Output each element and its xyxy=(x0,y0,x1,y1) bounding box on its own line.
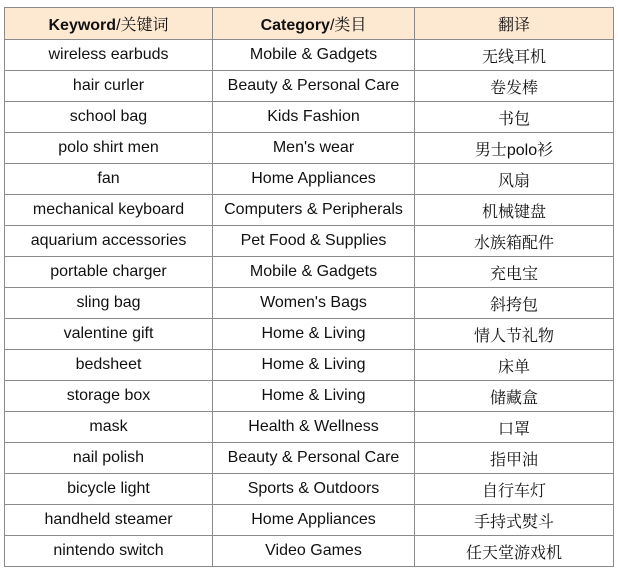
header-category xyxy=(213,8,415,40)
keyword-cell: aquarium accessories xyxy=(5,226,213,257)
translation-cell: 机械键盘 xyxy=(415,195,614,226)
header-translation-label: 翻译 xyxy=(497,17,530,34)
keyword-cell: portable charger xyxy=(5,257,213,288)
keyword-cell: hair curler xyxy=(5,71,213,102)
translation-cell: 床单 xyxy=(415,350,614,381)
category-cell: Pet Food & Supplies xyxy=(213,226,415,257)
category-cell: Beauty & Personal Care xyxy=(213,71,415,102)
category-cell: Women's Bags xyxy=(213,288,415,319)
table-row xyxy=(5,195,614,226)
table-row xyxy=(5,505,614,536)
category-cell: Video Games xyxy=(213,536,415,567)
translation-cell: 无线耳机 xyxy=(415,40,614,71)
table-header xyxy=(5,8,614,40)
header-translation xyxy=(415,8,614,40)
category-cell: Health & Wellness xyxy=(213,412,415,443)
category-cell: Mobile & Gadgets xyxy=(213,40,415,71)
translation-cell: 储藏盒 xyxy=(415,381,614,412)
category-cell: Home & Living xyxy=(213,350,415,381)
table-row xyxy=(5,257,614,288)
table-row xyxy=(5,319,614,350)
keyword-cell: wireless earbuds xyxy=(5,40,213,71)
category-cell: Home & Living xyxy=(213,381,415,412)
translation-cell: 风扇 xyxy=(415,164,614,195)
translation-cell: 书包 xyxy=(415,102,614,133)
table-row xyxy=(5,71,614,102)
translation-cell: 男士polo衫 xyxy=(415,133,614,164)
header-keyword xyxy=(5,8,213,40)
translation-cell: 手持式熨斗 xyxy=(415,505,614,536)
table-body xyxy=(5,40,614,567)
table-row xyxy=(5,164,614,195)
table-row xyxy=(5,381,614,412)
table-row xyxy=(5,102,614,133)
keyword-cell: bicycle light xyxy=(5,474,213,505)
category-cell: Home Appliances xyxy=(213,164,415,195)
category-cell: Sports & Outdoors xyxy=(213,474,415,505)
translation-cell: 充电宝 xyxy=(415,257,614,288)
keyword-cell: nintendo switch xyxy=(5,536,213,567)
translation-cell: 情人节礼物 xyxy=(415,319,614,350)
header-category-zh: /类目 xyxy=(329,17,367,34)
category-cell: Home & Living xyxy=(213,319,415,350)
keyword-cell: valentine gift xyxy=(5,319,213,350)
header-keyword-en: Keyword xyxy=(48,17,117,34)
keyword-cell: mask xyxy=(5,412,213,443)
keyword-cell: mechanical keyboard xyxy=(5,195,213,226)
table-row xyxy=(5,443,614,474)
header-keyword-zh: /关键词 xyxy=(116,17,169,34)
keyword-table xyxy=(4,7,614,567)
translation-cell: 水族箱配件 xyxy=(415,226,614,257)
header-category-en: Category xyxy=(260,17,330,34)
keyword-cell: handheld steamer xyxy=(5,505,213,536)
keyword-cell: bedsheet xyxy=(5,350,213,381)
table-row xyxy=(5,40,614,71)
category-cell: Mobile & Gadgets xyxy=(213,257,415,288)
table-row xyxy=(5,350,614,381)
category-cell: Beauty & Personal Care xyxy=(213,443,415,474)
translation-cell: 自行车灯 xyxy=(415,474,614,505)
table-row xyxy=(5,536,614,567)
category-cell: Computers & Peripherals xyxy=(213,195,415,226)
keyword-table-container xyxy=(4,7,614,567)
keyword-cell: fan xyxy=(5,164,213,195)
keyword-cell: nail polish xyxy=(5,443,213,474)
table-row xyxy=(5,474,614,505)
table-row xyxy=(5,226,614,257)
translation-cell: 指甲油 xyxy=(415,443,614,474)
translation-cell: 任天堂游戏机 xyxy=(415,536,614,567)
table-row xyxy=(5,288,614,319)
translation-cell: 卷发棒 xyxy=(415,71,614,102)
keyword-cell: sling bag xyxy=(5,288,213,319)
header-row xyxy=(5,8,614,40)
table-row xyxy=(5,133,614,164)
table-row xyxy=(5,412,614,443)
category-cell: Home Appliances xyxy=(213,505,415,536)
keyword-cell: polo shirt men xyxy=(5,133,213,164)
translation-cell: 斜挎包 xyxy=(415,288,614,319)
keyword-cell: school bag xyxy=(5,102,213,133)
translation-cell: 口罩 xyxy=(415,412,614,443)
keyword-cell: storage box xyxy=(5,381,213,412)
category-cell: Men's wear xyxy=(213,133,415,164)
category-cell: Kids Fashion xyxy=(213,102,415,133)
